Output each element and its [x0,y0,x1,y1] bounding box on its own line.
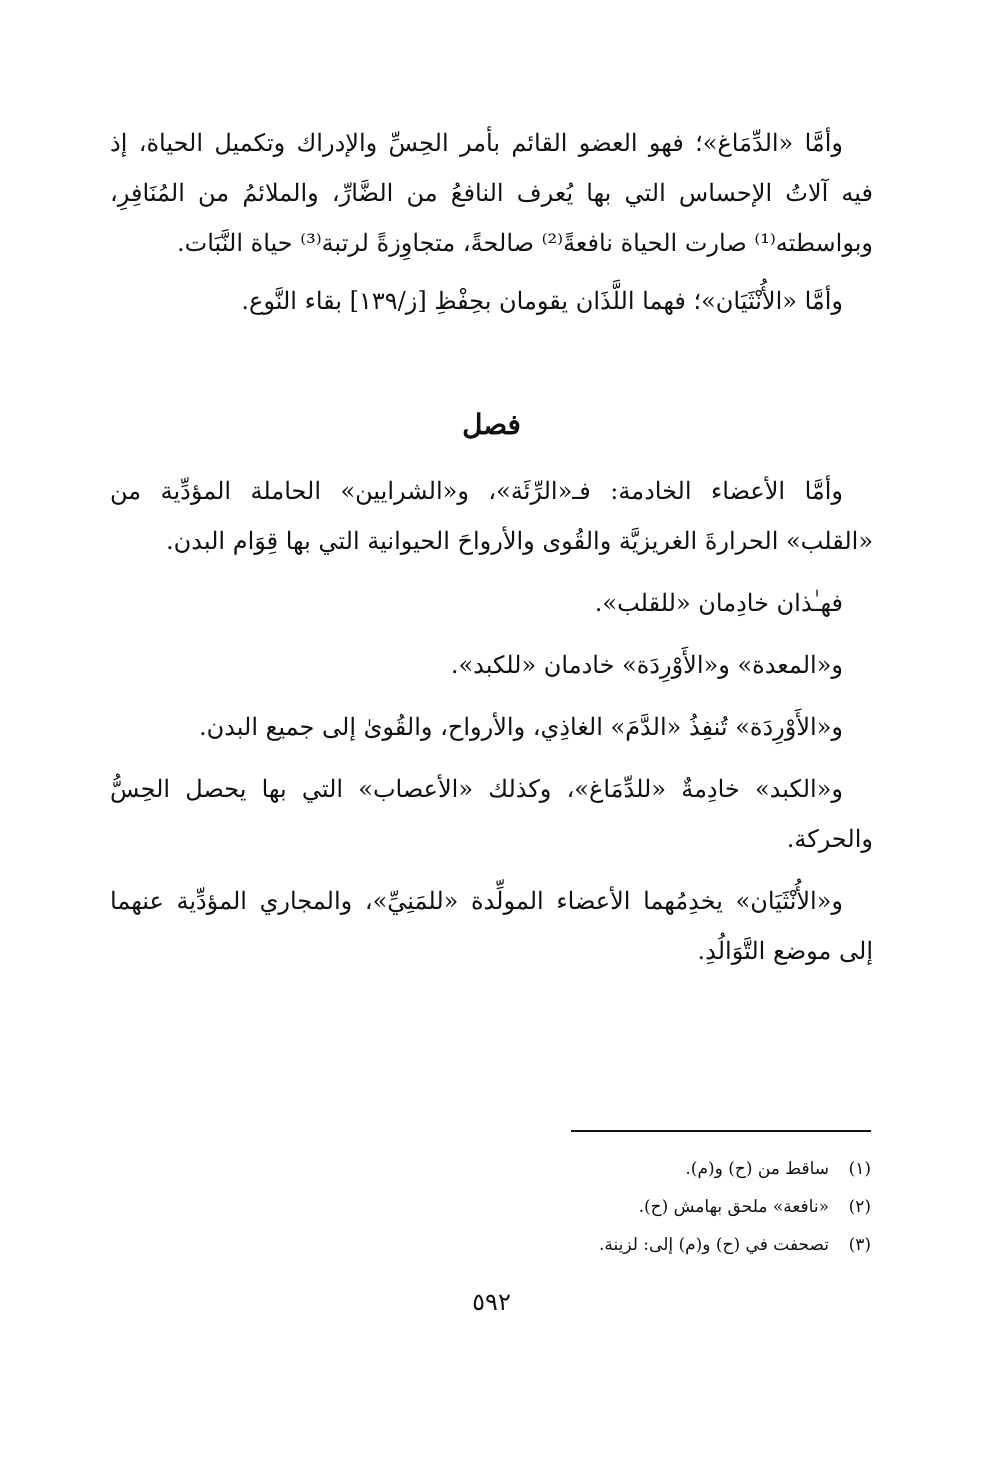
footnote-1 [171,1150,871,1188]
footnote-2 [171,1188,871,1226]
footnote-text: ساقط من (ح) و(م). [685,1159,829,1179]
footnote-number: (٢) [848,1197,871,1217]
footnotes [171,1150,871,1264]
paragraph-heart-servants: فهـٰذان خادِمان «للقلب». [594,589,843,617]
paragraph-liver-servants: و«المعدة» و«الأَوْرِدَة» خادمان «للكبد». [450,651,843,679]
paragraph-brain: وأمَّا «الدِّمَاغ»؛ فهو العضو القائم بأمر الحِسِّ والإدراك وتكميل الحياة، إذ فيه آلاتُ الإحساس التي بها يُعرف النافعُ من الضَّارِّ، والملائمُ من المُنَافِرِ، وبواسطته⁽¹⁾ صارت الحياة نافعةً⁽²⁾ صالحةً، متجاوِزةً لرتبة⁽³⁾ حياة النَّبَات. [110,129,873,257]
paragraph-liver-brain: و«الكبد» خادِمةٌ «للدِّمَاغ»، وكذلك «الأعصاب» التي بها يحصل الحِسُّ والحركة. [110,775,873,853]
footnote-number: (٣) [848,1235,871,1255]
footnote-3 [171,1226,871,1264]
paragraph-testicles: وأمَّا «الأُنْثَيَان»؛ فهما اللَّذَان يقومان بحِفْظِ [ز/١٣٩] بقاء النَّوع. [241,287,843,315]
paragraph-generative: و«الأُنْثَيَان» يخدِمُهما الأعضاء المولِّدة «للمَنِيِّ»، والمجاري المؤدِّية عنهما إلى موضع التَّوَالُدِ. [110,887,873,965]
footnote-number: (١) [848,1159,871,1179]
footnote-separator [571,1130,871,1132]
main-text-top [110,118,873,326]
footnote-text: تصحفت في (ح) و(م) إلى: لزينة. [598,1235,829,1255]
paragraph-veins: و«الأَوْرِدَة» تُنفِذُ «الدَّمَ» الغاذِي، والأرواح، والقُوىٰ إلى جميع البدن. [198,713,843,741]
page-number: ٥٩٢ [472,1288,511,1316]
paragraph-servant-organs: وأمَّا الأعضاء الخادمة: فـ«الرِّئَة»، و«الشرايين» الحاملة المؤدِّية من «القلب» الحرارةَ الغريزيَّة والقُوى والأرواحَ الحيوانية التي بها قِوَام البدن. [110,477,873,555]
footnote-text: «نافعة» ملحق بهامش (ح). [638,1197,829,1217]
section-heading: فصل [462,408,521,441]
main-text-bottom [110,466,873,976]
